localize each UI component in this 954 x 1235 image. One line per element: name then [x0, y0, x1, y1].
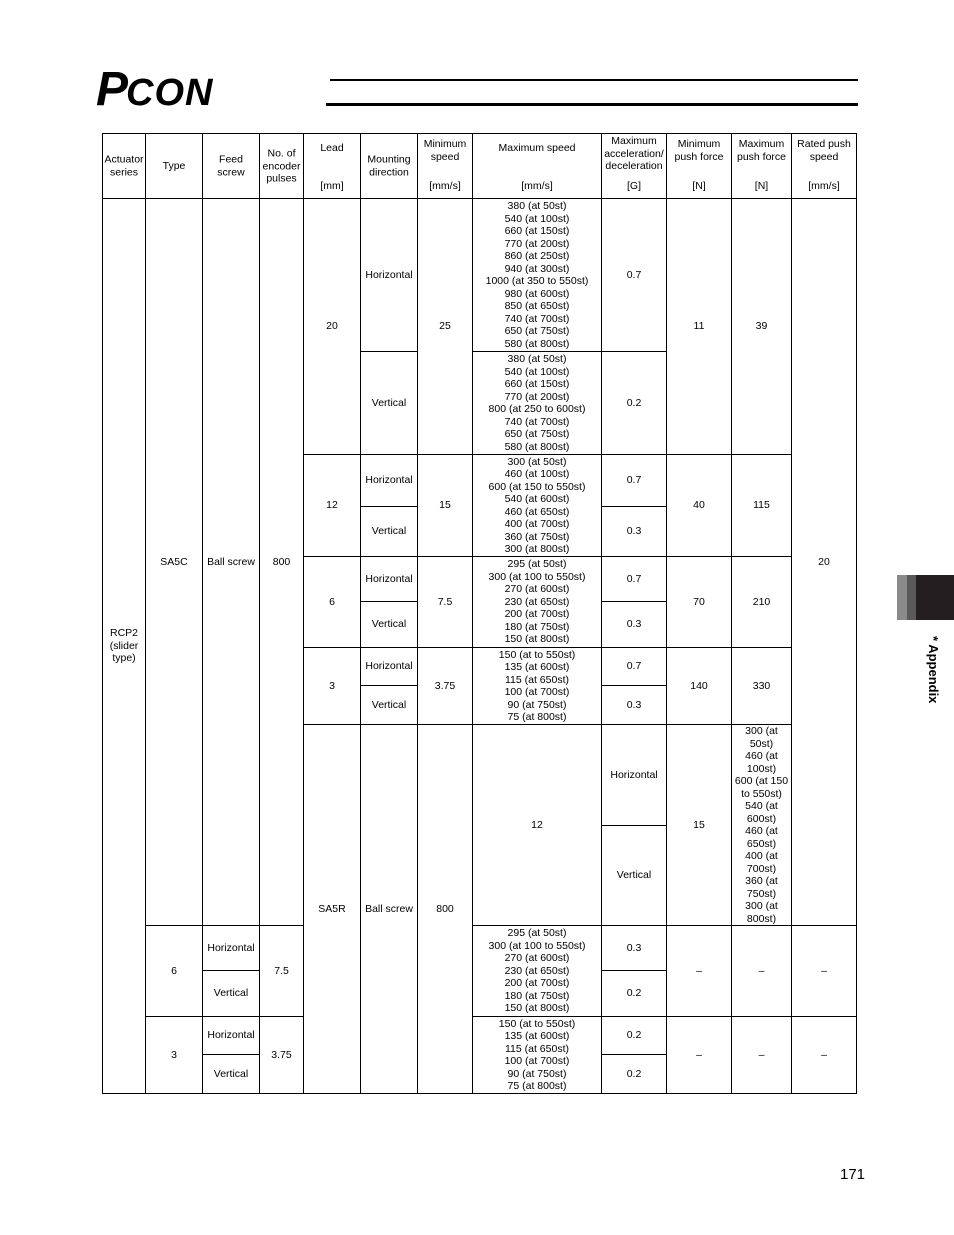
cell-min-speed: 15	[667, 725, 732, 926]
logo-letters-con: CON	[126, 72, 214, 114]
side-tab-stripe-light	[897, 575, 907, 620]
cell-pulses-sa5c: 800	[260, 199, 304, 926]
cell-feed-screw-sa5r: Ball screw	[361, 725, 418, 1094]
cell-direction: Horizontal	[361, 648, 418, 686]
page-number: 171	[840, 1166, 866, 1183]
cell-min-speed: 7.5	[260, 926, 304, 1017]
cell-type-sa5c: SA5C	[146, 199, 203, 926]
cell-lead: 12	[473, 725, 602, 926]
header-rule-bottom	[326, 103, 858, 106]
header-type: Type	[146, 134, 203, 199]
cell-direction: Vertical	[361, 602, 418, 648]
table-row	[103, 199, 857, 352]
cell-accel: 0.2	[602, 352, 667, 455]
cell-lead: 12	[304, 455, 361, 557]
header-min-push-force: Minimum push force [N]	[667, 134, 732, 199]
header-feed-screw: Feed screw	[203, 134, 260, 199]
side-tab-block	[916, 575, 954, 620]
header-rule-top	[330, 79, 858, 81]
cell-max-speed: 150 (at to 550st) 135 (at 600st) 115 (at 650st) 100 (at 700st) 90 (at 750st) 75 (at 800st)	[473, 1017, 602, 1094]
cell-min-push: 140	[667, 648, 732, 725]
cell-accel: 0.7	[602, 648, 667, 686]
cell-accel: 0.3	[602, 926, 667, 971]
header-max-speed: Maximum speed [mm/s]	[473, 134, 602, 199]
cell-direction: Vertical	[361, 352, 418, 455]
cell-max-push: 210	[732, 557, 792, 648]
cell-direction: Vertical	[203, 971, 260, 1017]
cell-lead: 3	[146, 1017, 203, 1094]
cell-accel: 0.7	[602, 557, 667, 602]
cell-actuator-series: RCP2 (slider type)	[103, 199, 146, 1094]
cell-min-push: 11	[667, 199, 732, 455]
cell-max-speed: 300 (at 50st) 460 (at 100st) 600 (at 150 to 550st) 540 (at 600st) 460 (at 650st) 400 (at 700st) 360 (at 750st) 300 (at 800st)	[473, 455, 602, 557]
cell-direction: Horizontal	[203, 1017, 260, 1055]
cell-min-speed: 7.5	[418, 557, 473, 648]
cell-accel: 0.2	[602, 971, 667, 1017]
appendix-side-label: * Appendix	[926, 636, 941, 704]
cell-max-speed: 380 (at 50st) 540 (at 100st) 660 (at 150st) 770 (at 200st) 860 (at 250st) 940 (at 300st) 1000 (at 350 to 550st) 980 (at 600st) 850 (at 650st) 740 (at 700st) 650 (at 750st) 580 (at 800st)	[473, 199, 602, 352]
cell-accel: 0.2	[602, 1055, 667, 1094]
cell-rated-push-speed: 20	[792, 199, 857, 926]
header-max-push-force: Maximum push force [N]	[732, 134, 792, 199]
header-actuator-series: Actuator series	[103, 134, 146, 199]
cell-max-speed: 300 (at 50st) 460 (at 100st) 600 (at 150 to 550st) 540 (at 600st) 460 (at 650st) 400 (at 700st) 360 (at 750st) 300 (at 800st)	[732, 725, 792, 926]
cell-max-speed: 150 (at to 550st) 135 (at 600st) 115 (at 650st) 100 (at 700st) 90 (at 750st) 75 (at 800st)	[473, 648, 602, 725]
logo-letter-p: P	[96, 63, 127, 116]
cell-accel: 0.7	[602, 455, 667, 507]
table-row	[103, 926, 857, 971]
cell-direction: Vertical	[361, 686, 418, 725]
cell-max-speed: 295 (at 50st) 300 (at 100 to 550st) 270 (at 600st) 230 (at 650st) 200 (at 700st) 180 (at 750st) 150 (at 800st)	[473, 926, 602, 1017]
cell-direction: Horizontal	[361, 455, 418, 507]
cell-accel: 0.2	[602, 1017, 667, 1055]
cell-lead: 6	[146, 926, 203, 1017]
header-mounting-direction: Mounting direction	[361, 134, 418, 199]
header-max-accel: Maximum acceleration/ deceleration [G]	[602, 134, 667, 199]
cell-accel: 0.3	[602, 686, 667, 725]
cell-direction: Horizontal	[602, 725, 667, 826]
header-encoder-pulses: No. of encoder pulses	[260, 134, 304, 199]
cell-max-push: 330	[732, 648, 792, 725]
cell-direction: Horizontal	[361, 199, 418, 352]
side-tab-stripe-mid	[907, 575, 916, 620]
cell-max-push: 115	[732, 455, 792, 557]
cell-lead: 3	[304, 648, 361, 725]
cell-max-push: 39	[732, 199, 792, 455]
cell-rated-push-speed: –	[792, 926, 857, 1017]
header-row	[103, 134, 857, 199]
cell-accel: 0.7	[602, 199, 667, 352]
cell-direction: Vertical	[361, 507, 418, 557]
cell-pulses-sa5r: 800	[418, 725, 473, 1094]
actuator-spec-table	[102, 133, 857, 1094]
cell-min-speed: 15	[418, 455, 473, 557]
cell-direction: Vertical	[602, 826, 667, 926]
cell-min-speed: 25	[418, 199, 473, 455]
cell-feed-screw-sa5c: Ball screw	[203, 199, 260, 926]
table-row	[103, 1017, 857, 1055]
cell-min-push: 40	[667, 455, 732, 557]
cell-max-push: –	[732, 1017, 792, 1094]
header-min-speed: Minimum speed [mm/s]	[418, 134, 473, 199]
cell-max-speed: 380 (at 50st) 540 (at 100st) 660 (at 150st) 770 (at 200st) 800 (at 250 to 600st) 740 (at 700st) 650 (at 750st) 580 (at 800st)	[473, 352, 602, 455]
header-lead: Lead [mm]	[304, 134, 361, 199]
cell-lead: 20	[304, 199, 361, 455]
cell-lead: 6	[304, 557, 361, 648]
cell-rated-push-speed: –	[792, 1017, 857, 1094]
cell-min-push: 70	[667, 557, 732, 648]
cell-max-speed: 295 (at 50st) 300 (at 100 to 550st) 270 (at 600st) 230 (at 650st) 200 (at 700st) 180 (at 750st) 150 (at 800st)	[473, 557, 602, 648]
pcon-logo	[96, 63, 336, 116]
cell-min-speed: 3.75	[418, 648, 473, 725]
cell-max-push: –	[732, 926, 792, 1017]
cell-type-sa5r: SA5R	[304, 725, 361, 1094]
cell-accel: 0.3	[602, 507, 667, 557]
cell-direction: Vertical	[203, 1055, 260, 1094]
cell-direction: Horizontal	[203, 926, 260, 971]
cell-min-push: –	[667, 926, 732, 1017]
cell-min-speed: 3.75	[260, 1017, 304, 1094]
cell-accel: 0.3	[602, 602, 667, 648]
cell-min-push: –	[667, 1017, 732, 1094]
cell-direction: Horizontal	[361, 557, 418, 602]
header-rated-push-speed: Rated push speed [mm/s]	[792, 134, 857, 199]
